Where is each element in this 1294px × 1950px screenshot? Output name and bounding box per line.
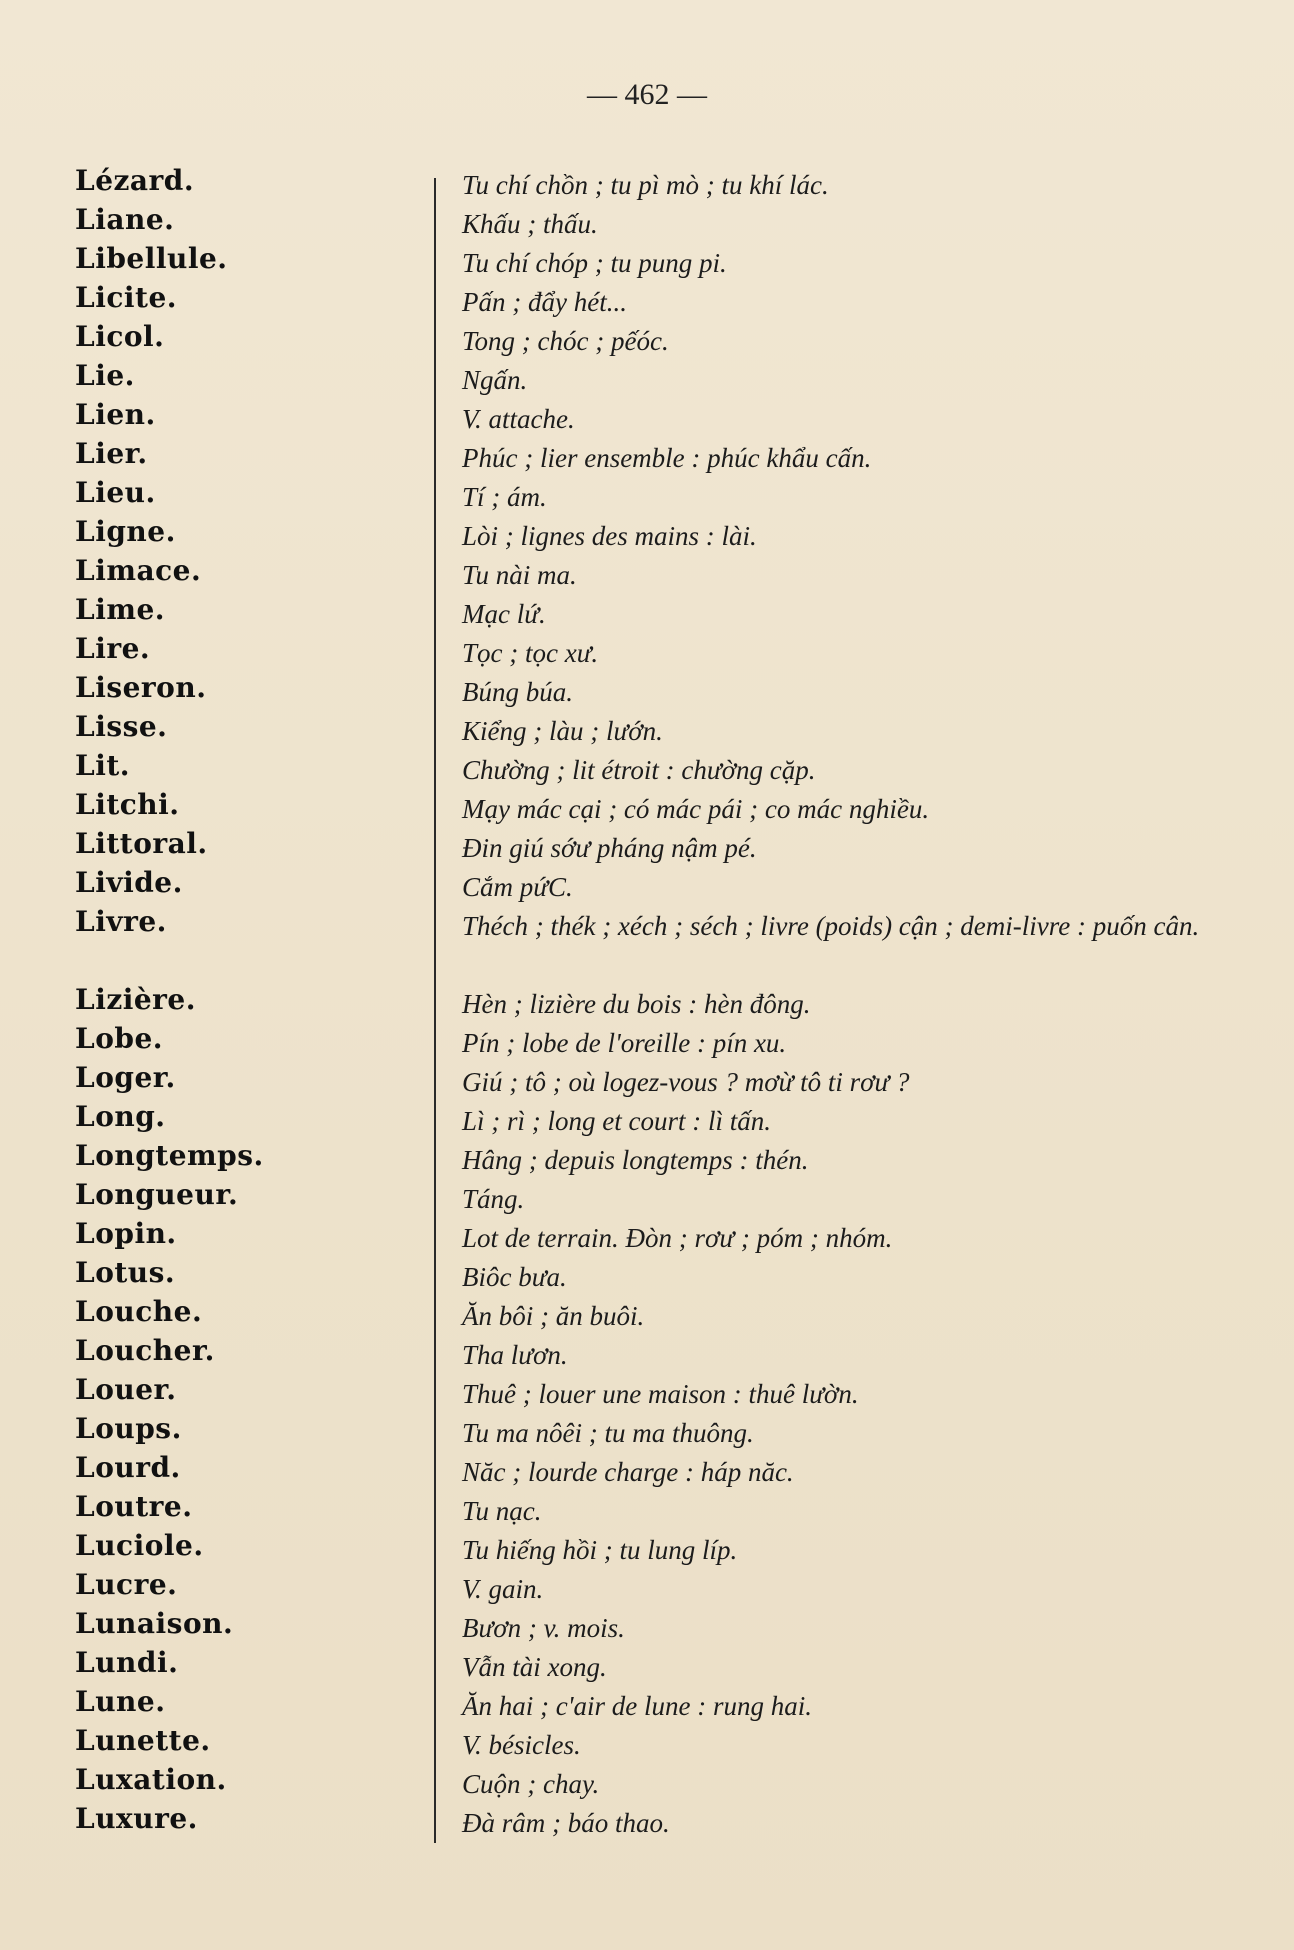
dictionary-entry	[0, 357, 1294, 396]
dictionary-entry	[0, 1020, 1294, 1059]
entry-headword: Louche.	[75, 1295, 203, 1328]
entry-headword: Lézard.	[75, 164, 195, 197]
dictionary-entry	[0, 1332, 1294, 1371]
entry-headword: Luciole.	[75, 1529, 204, 1562]
entry-definition: Tọc ; tọc xư.	[462, 638, 599, 668]
entry-headword: Lit.	[75, 749, 131, 782]
entry-definition: Tu chí chóp ; tu pung pi.	[462, 248, 727, 278]
entry-definition: Chường ; lit étroit : chường cặp.	[462, 755, 816, 785]
dictionary-entry	[0, 396, 1294, 435]
entry-list	[0, 162, 1294, 1839]
dictionary-entry	[0, 1098, 1294, 1137]
entry-definition: Tu hiếng hồi ; tu lung líp.	[462, 1535, 738, 1565]
entry-headword: Livre.	[75, 905, 167, 938]
dictionary-entry	[0, 1722, 1294, 1761]
entry-definition: Đà râm ; báo thao.	[462, 1808, 670, 1838]
dictionary-entry	[0, 162, 1294, 201]
dictionary-entry	[0, 240, 1294, 279]
entry-headword: Lizière.	[75, 983, 196, 1016]
entry-definition: Tu ma nôêi ; tu ma thuông.	[462, 1418, 754, 1448]
entry-definition: Năc ; lourde charge : háp năc.	[462, 1457, 794, 1487]
entry-headword: Loutre.	[75, 1490, 193, 1523]
entry-definition: Lì ; rì ; long et court : lì tấn.	[462, 1106, 771, 1136]
entry-headword: Lourd.	[75, 1451, 181, 1484]
page-number: — 462 —	[587, 78, 707, 111]
dictionary-entry	[0, 1371, 1294, 1410]
dictionary-entry	[0, 825, 1294, 864]
entry-headword: Lucre.	[75, 1568, 178, 1601]
dictionary-entry	[0, 1215, 1294, 1254]
dictionary-entry	[0, 1605, 1294, 1644]
entry-headword: Liane.	[75, 203, 175, 236]
entry-headword: Livide.	[75, 866, 183, 899]
entry-definition: Mạc lứ.	[462, 599, 546, 629]
dictionary-entry	[0, 1293, 1294, 1332]
entry-headword: Lotus.	[75, 1256, 176, 1289]
entry-definition: Kiểng ; làu ; lướn.	[462, 716, 663, 746]
dictionary-entry	[0, 552, 1294, 591]
dictionary-entry	[0, 708, 1294, 747]
entry-headword: Licite.	[75, 281, 178, 314]
dictionary-entry	[0, 591, 1294, 630]
entry-definition: Tu nài ma.	[462, 560, 577, 590]
entry-definition: Ngấn.	[462, 365, 528, 395]
dictionary-entry	[0, 1254, 1294, 1293]
dictionary-entry	[0, 786, 1294, 825]
entry-definition: Phúc ; lier ensemble : phúc khẩu cấn.	[462, 443, 872, 473]
entry-definition: Khấu ; thấu.	[462, 209, 598, 239]
entry-definition: Giú ; tô ; où logez-vous ? mơừ tô ti rơư ?	[462, 1067, 910, 1097]
entry-definition: V. bésicles.	[462, 1730, 581, 1760]
dictionary-entry	[0, 279, 1294, 318]
dictionary-entry	[0, 1176, 1294, 1215]
entry-definition: Lòi ; lignes des mains : lài.	[462, 521, 757, 551]
entry-headword: Lien.	[75, 398, 156, 431]
entry-headword: Lobe.	[75, 1022, 164, 1055]
entry-headword: Lune.	[75, 1685, 166, 1718]
entry-definition: Hèn ; lizière du bois : hèn đông.	[462, 989, 811, 1019]
dictionary-entry	[0, 630, 1294, 669]
entry-definition: Thuê ; louer une maison : thuê lườn.	[462, 1379, 859, 1409]
dictionary-entry	[0, 669, 1294, 708]
dictionary-entry	[0, 474, 1294, 513]
dictionary-entry	[0, 1566, 1294, 1605]
entry-headword: Lier.	[75, 437, 148, 470]
dictionary-entry	[0, 201, 1294, 240]
entry-headword: Loger.	[75, 1061, 176, 1094]
dictionary-entry	[0, 513, 1294, 552]
dictionary-entry	[0, 1761, 1294, 1800]
entry-headword: Loups.	[75, 1412, 182, 1445]
dictionary-entry	[0, 1488, 1294, 1527]
entry-definition: Théch ; thék ; xéch ; séch ; livre (poids) cận ; demi-livre : puốn cân.	[462, 911, 1200, 941]
entry-headword: Luxure.	[75, 1802, 198, 1835]
entry-definition: Vẫn tài xong.	[462, 1652, 607, 1682]
entry-headword: Lieu.	[75, 476, 156, 509]
entry-headword: Litchi.	[75, 788, 180, 821]
dictionary-entry	[0, 1683, 1294, 1722]
dictionary-entry	[0, 981, 1294, 1020]
entry-definition: V. attache.	[462, 404, 575, 434]
entry-definition: Hâng ; depuis longtemps : thén.	[462, 1145, 809, 1175]
entry-definition: Mạy mác cại ; có mác pái ; co mác nghiều.	[462, 794, 930, 824]
entry-definition: Ăn bôi ; ăn buôi.	[462, 1301, 645, 1331]
entry-definition: Lot de terrain. Đòn ; rơư ; póm ; nhóm.	[462, 1223, 893, 1253]
dictionary-entry	[0, 1644, 1294, 1683]
entry-headword: Loucher.	[75, 1334, 215, 1367]
entry-headword: Limace.	[75, 554, 202, 587]
entry-definition: Đin giú sớư pháng nậm pé.	[462, 833, 757, 863]
dictionary-entry	[0, 1059, 1294, 1098]
entry-headword: Lunette.	[75, 1724, 211, 1757]
entry-headword: Lime.	[75, 593, 166, 626]
entry-definition: Tí ; ám.	[462, 482, 547, 512]
entry-definition: Ăn hai ; c'air de lune : rung hai.	[462, 1691, 812, 1721]
entry-headword: Luxation.	[75, 1763, 227, 1796]
entry-headword: Littoral.	[75, 827, 208, 860]
entry-definition: Pín ; lobe de l'oreille : pín xu.	[462, 1028, 787, 1058]
entry-headword: Lie.	[75, 359, 135, 392]
entry-headword: Louer.	[75, 1373, 177, 1406]
entry-definition: Tu nạc.	[462, 1496, 542, 1526]
entry-headword: Lopin.	[75, 1217, 177, 1250]
dictionary-entry	[0, 903, 1294, 981]
dictionary-entry	[0, 1410, 1294, 1449]
entry-headword: Liseron.	[75, 671, 207, 704]
dictionary-entry	[0, 1449, 1294, 1488]
entry-definition: Tong ; chóc ; pếóc.	[462, 326, 669, 356]
dictionary-entry	[0, 435, 1294, 474]
dictionary-entry	[0, 864, 1294, 903]
entry-definition: Cuộn ; chay.	[462, 1769, 600, 1799]
entry-headword: Ligne.	[75, 515, 176, 548]
dictionary-entry	[0, 747, 1294, 786]
entry-headword: Lundi.	[75, 1646, 179, 1679]
entry-headword: Licol.	[75, 320, 165, 353]
dictionary-entry	[0, 318, 1294, 357]
entry-headword: Lisse.	[75, 710, 168, 743]
entry-definition: Biôc bưa.	[462, 1262, 567, 1292]
entry-definition: Búng búa.	[462, 677, 573, 707]
entry-definition: Pấn ; đẩy hét...	[462, 287, 627, 317]
entry-definition: Táng.	[462, 1184, 525, 1214]
entry-headword: Longueur.	[75, 1178, 239, 1211]
dictionary-entry	[0, 1800, 1294, 1839]
dictionary-entry	[0, 1527, 1294, 1566]
entry-definition: V. gain.	[462, 1574, 544, 1604]
entry-headword: Lunaison.	[75, 1607, 234, 1640]
entry-definition: Tha lươn.	[462, 1340, 568, 1370]
entry-headword: Libellule.	[75, 242, 228, 275]
entry-headword: Longtemps.	[75, 1139, 264, 1172]
entry-definition: Cắm pứC.	[462, 872, 573, 902]
dictionary-entry	[0, 1137, 1294, 1176]
entry-definition: Bươn ; v. mois.	[462, 1613, 625, 1643]
entry-headword: Long.	[75, 1100, 166, 1133]
entry-definition: Tu chí chồn ; tu pì mò ; tu khí lác.	[462, 170, 829, 200]
entry-headword: Lire.	[75, 632, 151, 665]
